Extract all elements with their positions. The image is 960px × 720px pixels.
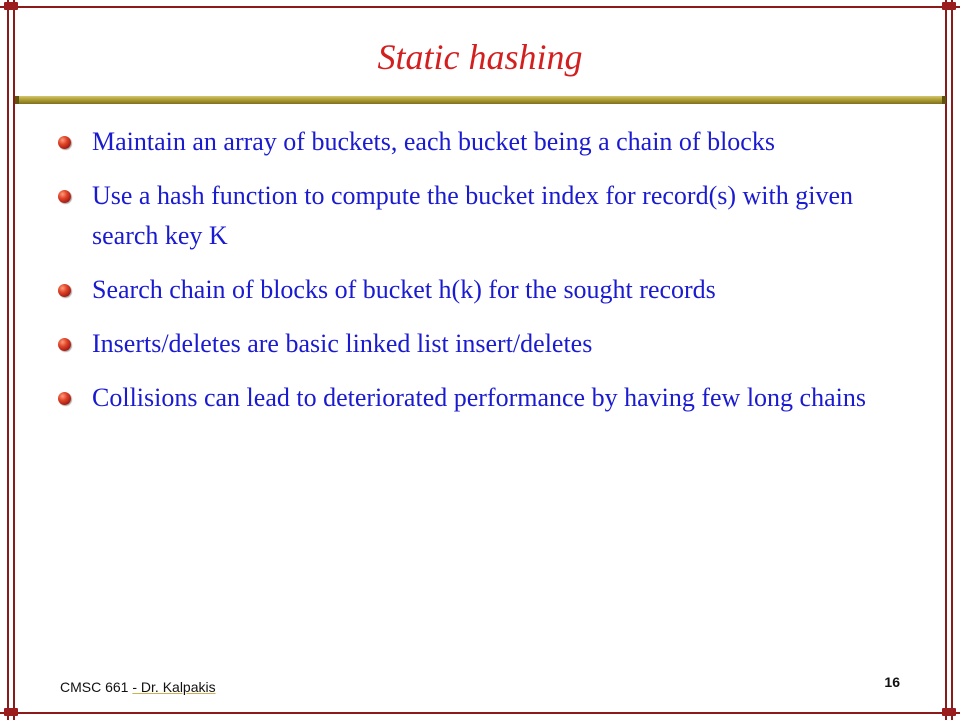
bullet-item [56, 324, 916, 364]
frame-right-outer-line [951, 0, 953, 720]
red-sphere-bullet-icon [58, 284, 71, 297]
bullet-item [56, 176, 916, 256]
slide-page-number: 16 [884, 674, 900, 690]
bullet-text: Search chain of blocks of bucket h(k) for the sought records [92, 275, 716, 304]
frame-top-line [0, 6, 960, 8]
footer-author: - Dr. Kalpakis [132, 679, 216, 695]
bullet-item [56, 378, 916, 418]
frame-right-inner-line [945, 0, 947, 720]
red-sphere-bullet-icon [58, 338, 71, 351]
red-sphere-bullet-icon [58, 136, 71, 149]
frame-corner-top-left-inner [10, 2, 18, 10]
frame-corner-bottom-right [948, 708, 956, 716]
title-underline-rule [17, 96, 945, 104]
bullet-text: Inserts/deletes are basic linked list insert/deletes [92, 329, 593, 358]
red-sphere-bullet-icon [58, 392, 71, 405]
bullet-text: Maintain an array of buckets, each bucket being a chain of blocks [92, 127, 775, 156]
frame-left-inner-line [13, 0, 15, 720]
frame-left-outer-line [7, 0, 9, 720]
title-rule-right-cap [942, 96, 946, 104]
bullet-text: Use a hash function to compute the bucket index for record(s) with given search key K [92, 181, 853, 250]
red-sphere-bullet-icon [58, 190, 71, 203]
bullet-item [56, 270, 916, 310]
bullet-item [56, 122, 916, 162]
title-rule-left-cap [15, 96, 19, 104]
bullet-list [56, 122, 916, 432]
bullet-text: Collisions can lead to deteriorated performance by having few long chains [92, 383, 866, 412]
frame-bottom-line [0, 712, 960, 714]
frame-corner-top-right [948, 2, 956, 10]
footer-course-info [60, 679, 216, 695]
footer-course: CMSC 661 [60, 679, 129, 695]
slide-title: Static hashing [377, 37, 583, 77]
frame-corner-bottom-left-inner [10, 708, 18, 716]
